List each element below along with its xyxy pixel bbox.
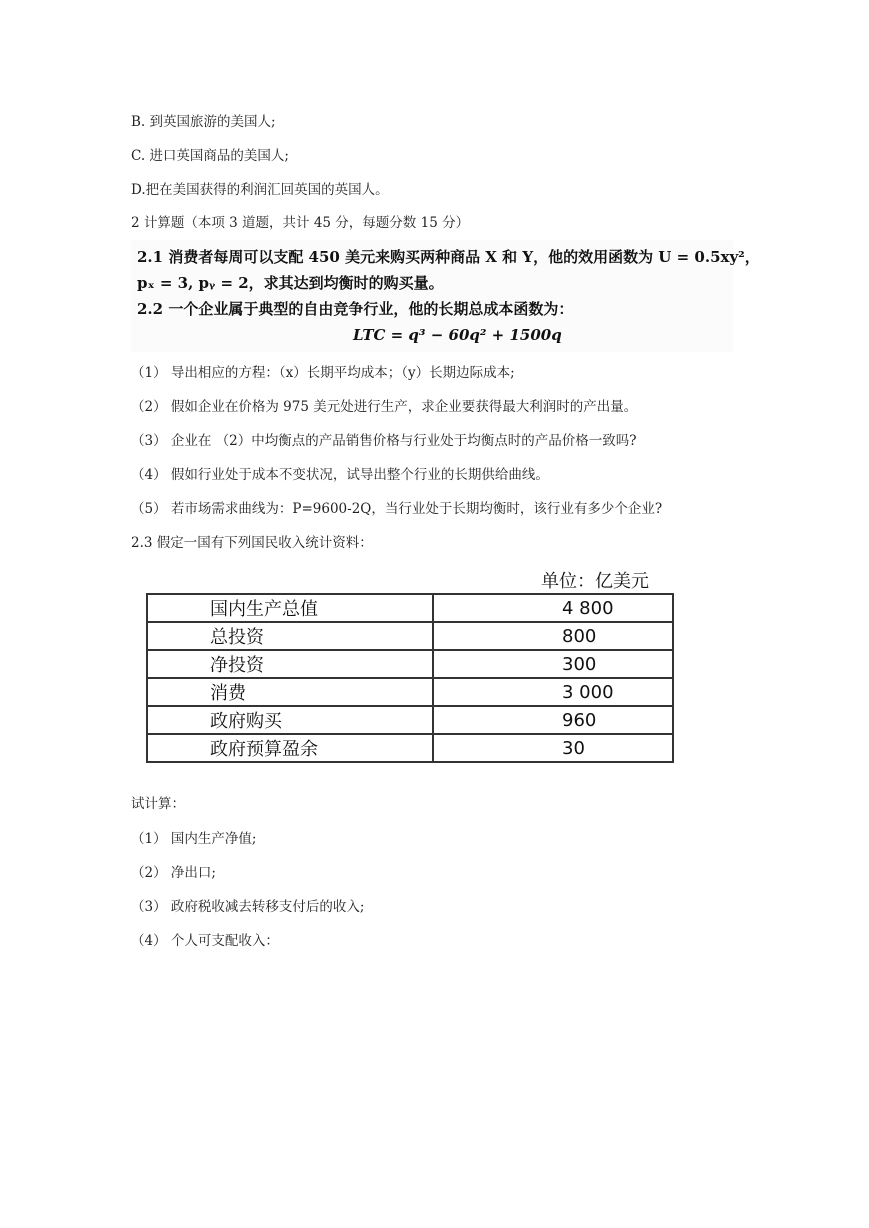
calc-item-3: （3） 政府税收减去转移支付后的收入; [131,899,365,915]
row-label: 政府购买 [147,706,433,734]
q22-item-2: （2） 假如企业在价格为 975 美元处进行生产，求企业要获得最大利润时的产出量。 [131,399,638,415]
row-value: 30 [433,734,673,762]
table-row [147,650,673,678]
q23-intro: 2.3 假定一国有下列国民收入统计资料： [131,535,373,551]
q22-item-4: （4） 假如行业处于成本不变状况，试导出整个行业的长期供给曲线。 [131,467,549,483]
row-label: 总投资 [147,622,433,650]
q22-item-1: （1） 导出相应的方程：（x）长期平均成本；（y）长期边际成本; [131,365,515,381]
q22-item-5: （5） 若市场需求曲线为：P=9600-2Q，当行业处于长期均衡时，该行业有多少个企业? [131,501,663,517]
row-value: 300 [433,650,673,678]
row-label: 消费 [147,678,433,706]
row-value: 800 [433,622,673,650]
table-row [147,594,673,622]
section-header: 2 计算题（本项 3 道题，共计 45 分，每题分数 15 分） [131,215,470,231]
calc-item-2: （2） 净出口; [131,865,216,881]
row-label: 国内生产总值 [147,594,433,622]
row-value: 4 800 [433,594,673,622]
option-d: D.把在美国获得的利润汇回英国的英国人。 [131,182,389,198]
table-row [147,734,673,762]
row-value: 3 000 [433,678,673,706]
table-row [147,678,673,706]
row-label: 政府预算盈余 [147,734,433,762]
calc-item-4: （4） 个人可支配收入： [131,933,279,949]
q21-line1: 2.1 消费者每周可以支配 450 美元来购买两种商品 X 和 Y，他的效用函数为 U = 0.5xy²， [137,248,760,266]
calc-label: 试计算： [131,796,185,812]
row-value: 960 [433,706,673,734]
ltc-formula: LTC = q³ − 60q² + 1500q [353,326,562,344]
table-unit-label: 单位：亿美元 [541,571,649,592]
q22-item-3: （3） 企业在 （2）中均衡点的产品销售价格与行业处于均衡点时的产品价格一致吗? [131,433,637,449]
table-row [147,622,673,650]
calc-item-1: （1） 国内生产净值; [131,831,257,847]
scanned-question-block [131,240,760,352]
q22-intro: 2.2 一个企业属于典型的自由竞争行业，他的长期总成本函数为： [137,300,574,318]
q21-line2: pₓ = 3, pᵧ = 2，求其达到均衡时的购买量。 [137,274,444,292]
national-income-table [146,593,674,763]
option-c: C. 进口英国商品的美国人; [131,148,289,164]
table-row [147,706,673,734]
option-b: B. 到英国旅游的美国人; [131,114,276,130]
row-label: 净投资 [147,650,433,678]
